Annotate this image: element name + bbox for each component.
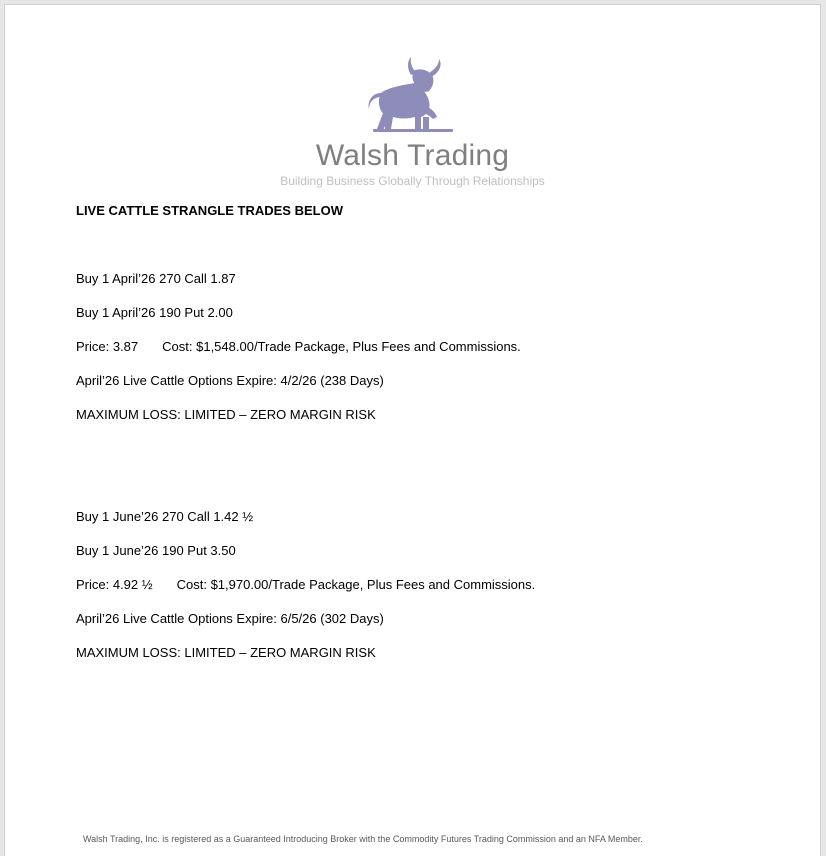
trade-2-expire: April’26 Live Cattle Options Expire: 6/5/26 (302 Days): [76, 611, 384, 626]
trade-2-price: Price: 4.92 ½: [76, 577, 153, 592]
trade-2-call: Buy 1 June’26 270 Call 1.42 ½: [76, 509, 254, 524]
trade-1-price: Price: 3.87: [76, 339, 139, 354]
trade-2-put: Buy 1 June’26 190 Put 3.50: [76, 543, 236, 558]
trade-1-put: Buy 1 April’26 190 Put 2.00: [76, 305, 233, 320]
section-heading: LIVE CATTLE STRANGLE TRADES BELOW: [76, 203, 343, 218]
trade-1-price-line: [76, 339, 521, 354]
document-page: [5, 5, 820, 856]
bull-icon: [363, 53, 463, 135]
trade-2-cost: Cost: $1,970.00/Trade Package, Plus Fees and Commissions.: [176, 577, 536, 592]
trade-1-risk: MAXIMUM LOSS: LIMITED – ZERO MARGIN RISK: [76, 407, 376, 422]
brand-name: Walsh Trading: [315, 139, 510, 172]
trade-1-cost: Cost: $1,548.00/Trade Package, Plus Fees and Commissions.: [162, 339, 521, 354]
trade-2-risk: MAXIMUM LOSS: LIMITED – ZERO MARGIN RISK: [76, 645, 376, 660]
trade-1-expire: April’26 Live Cattle Options Expire: 4/2/26 (238 Days): [76, 373, 384, 388]
trade-1-call: Buy 1 April’26 270 Call 1.87: [76, 271, 236, 286]
brand-tagline: Building Business Globally Through Relationships: [280, 174, 545, 188]
trade-2-price-line: [76, 577, 535, 592]
footer-disclaimer: Walsh Trading, Inc. is registered as a Guaranteed Introducing Broker with the Commodity Futures Trading Commission and an NFA Member.: [83, 834, 643, 844]
company-logo: [5, 53, 820, 189]
